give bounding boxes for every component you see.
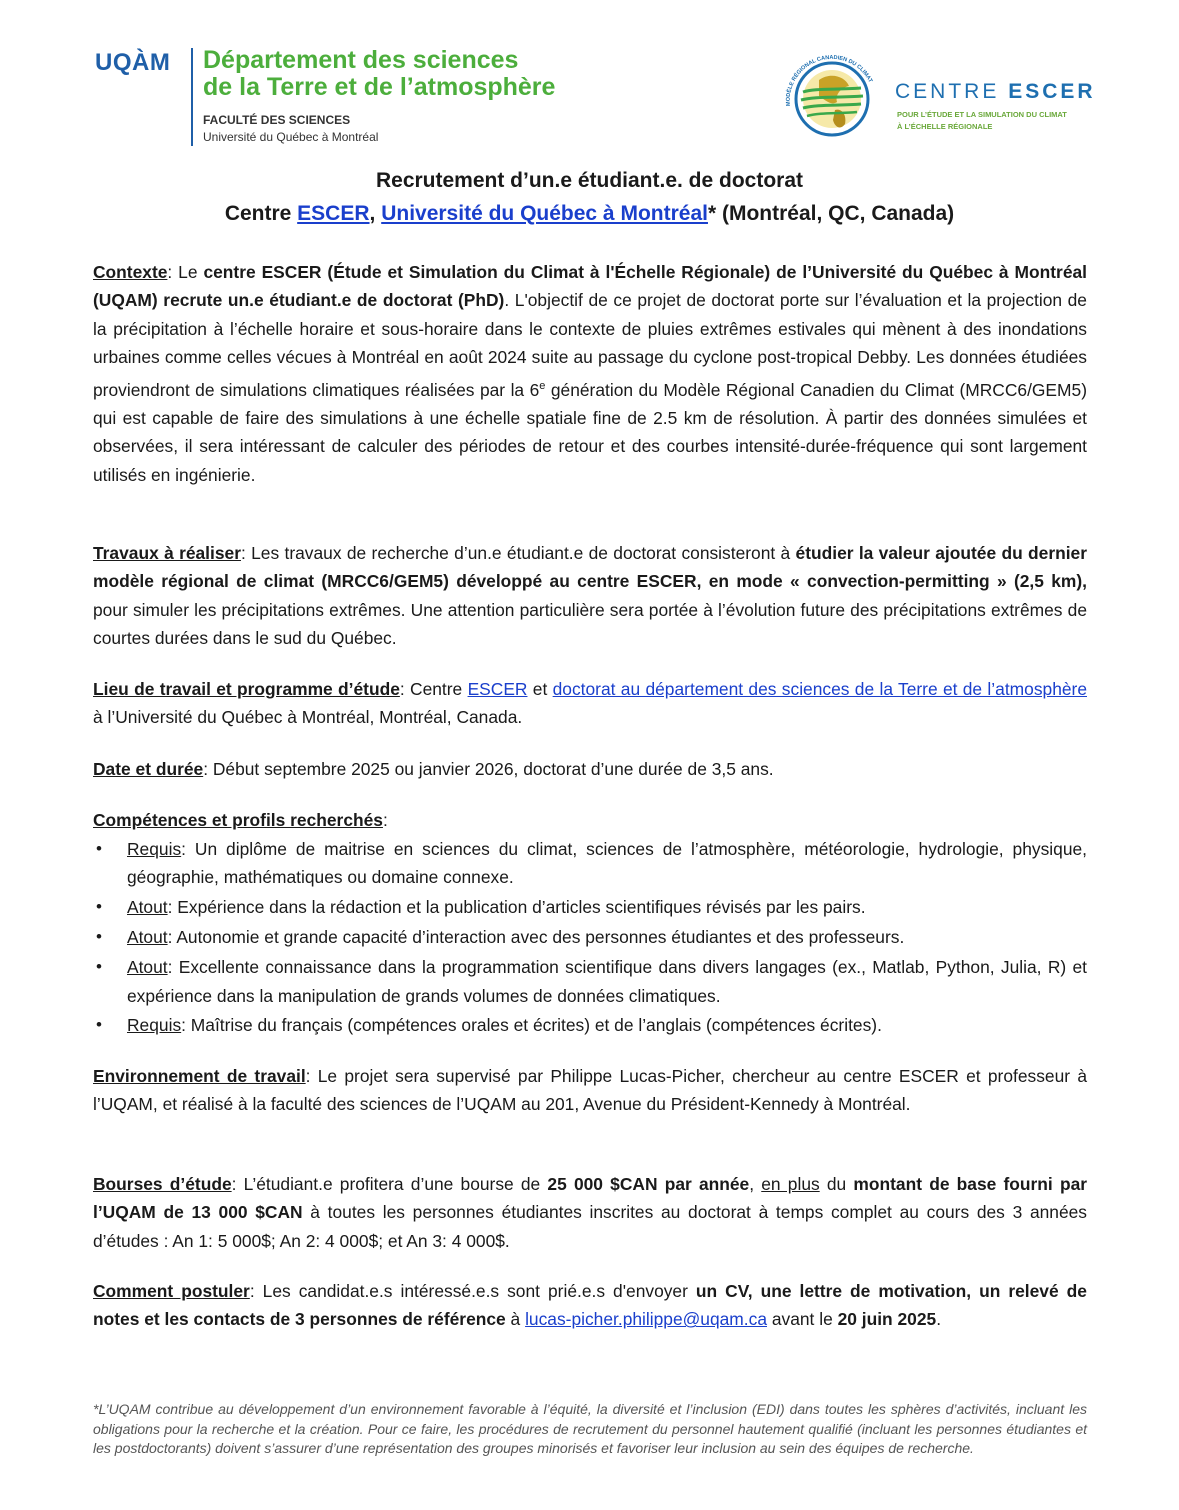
- faculty-name: FACULTÉ DES SCIENCES: [203, 113, 351, 127]
- escer-globe-logo: [775, 44, 885, 154]
- section-label: Date et durée: [93, 759, 204, 779]
- section-label: Bourses d’étude: [93, 1174, 232, 1194]
- email-link[interactable]: lucas-picher.philippe@uqam.ca: [525, 1309, 767, 1330]
- uqam-logo: UQÀM: [95, 49, 171, 76]
- list-item: • Requis: Un diplôme de maitrise en sciences du climat, sciences de l’atmosphère, météorologie, hydrologie, physique, géographie, mathématiques ou domaine connexe.: [93, 835, 1087, 892]
- centre-escer-wordmark: CENTRE ESCER: [895, 80, 1096, 103]
- section-environnement: Environnement de travail: Le projet sera supervisé par Philippe Lucas-Picher, chercheur au centre ESCER et professeur à l’UQAM, et réalisé à la faculté des sciences de l’UQAM au 201, Avenue du Président-Kennedy à Montréal.: [93, 1066, 1087, 1115]
- section-postuler: Comment postuler: Les candidat.e.s intéressé.e.s sont prié.e.s d'envoyer un CV, une lettre de motivation, un relevé de notes et les contacts de 3 personnes de référence à lucas-picher.philippe@uqam.ca avant le 20 juin 2025.: [93, 1281, 1087, 1330]
- centre-escer-tagline-1: POUR L’ÉTUDE ET LA SIMULATION DU CLIMAT: [897, 110, 1067, 119]
- svg-text:MODÈLE RÉGIONAL CANADIEN DU CL: MODÈLE RÉGIONAL CANADIEN DU CLIMAT: [785, 54, 874, 107]
- section-contexte: Contexte: Le centre ESCER (Étude et Simulation du Climat à l'Échelle Régionale) de l’Université du Québec à Montréal (UQAM) recrute un.e étudiant.e de doctorat (PhD). L'objectif de ce projet de doctorat porte sur l’évaluation et la projection de la précipitation à l’échelle horaire et sous-horaire dans le contexte de pluies extrêmes estivales qui mènent à des inondations urbaines comme celles vécues à Montréal en août 2024 suite au passage du cyclone post-tropical Debby. Les données étudiées proviendront de simulations climatiques réalisées par la 6e génération du Modèle Régional Canadien du Climat (MRCC6/GEM5) qui est capable de faire des simulations à une échelle spatiale fine de 2.5 km de résolution. À partir des données simulées et observées, il sera intéressant de calculer des périodes de retour et des courbes intensité-durée-fréquence qui sont largement utilisés en ingénierie.: [93, 262, 1087, 485]
- section-bourses: Bourses d’étude: L’étudiant.e profitera d’une bourse de 25 000 $CAN par année, en plus du montant de base fourni par l’UQAM de 13 000 $CAN à toutes les personnes étudiantes inscrites au doctorat à temps complet au cours des 3 années d’études : An 1: 5 000$; An 2: 4 000$; et An 3: 4 000$.: [93, 1174, 1088, 1251]
- section-label: Contexte: [93, 262, 168, 282]
- section-label: Compétences et profils recherchés: [93, 810, 383, 830]
- section-label: Lieu de travail et programme d’étude: [93, 679, 400, 699]
- list-item: • Atout: Expérience dans la rédaction et la publication d’articles scientifiques révisés par les pairs.: [93, 893, 1087, 921]
- competences-list: [93, 835, 1087, 1041]
- university-name: Université du Québec à Montréal: [203, 130, 379, 144]
- section-date: Date et durée: Début septembre 2025 ou janvier 2026, doctorat d’une durée de 3,5 ans.: [93, 759, 774, 779]
- uqam-link[interactable]: Université du Québec à Montréal: [381, 202, 708, 225]
- posting-title: Recrutement d’un.e étudiant.e. de doctorat: [375, 169, 804, 192]
- department-name-line1: Département des sciences: [203, 46, 519, 74]
- list-item: • Requis: Maîtrise du français (compétences orales et écrites) et de l’anglais (compétences écrites).: [93, 1011, 1087, 1039]
- posting-subtitle: Centre ESCER, Université du Québec à Montréal* (Montréal, QC, Canada): [224, 202, 955, 225]
- department-name-line2: de la Terre et de l’atmosphère: [203, 73, 556, 101]
- list-item: • Atout: Autonomie et grande capacité d’interaction avec des personnes étudiantes et des professeurs.: [93, 923, 1087, 951]
- section-competences: Compétences et profils recherchés:: [93, 810, 388, 830]
- section-label: Environnement de travail: [93, 1066, 306, 1086]
- section-label: Travaux à réaliser: [93, 543, 241, 563]
- edi-footnote: *L’UQAM contribue au développement d’un environnement favorable à l’équité, la diversité et l’inclusion (EDI) dans toutes les sphères d’activités, incluant les obligations pour la recherche et la création. Pour ce faire, les procédures de recrutement du personnel hautement qualifié (incluant les personnes étudiantes et les postdoctorants) doivent s’assurer d’une représentation des groupes minorisés et favoriser leur inclusion au sein des équipes de recherche.: [93, 1401, 1087, 1456]
- list-item: • Atout: Excellente connaissance dans la programmation scientifique dans divers langages (ex., Matlab, Python, Julia, R) et expérience dans la manipulation de grands volumes de données climatiques.: [93, 953, 1087, 1010]
- header-divider: [191, 48, 193, 146]
- escer-link[interactable]: ESCER: [297, 202, 370, 225]
- doctorat-program-link[interactable]: doctorat au département des sciences de la Terre et de l’atmosphère: [552, 679, 1087, 699]
- escer-link[interactable]: ESCER: [467, 679, 528, 699]
- section-travaux: Travaux à réaliser: Les travaux de recherche d’un.e étudiant.e de doctorat consisteront à étudier la valeur ajoutée du dernier modèle régional de climat (MRCC6/GEM5) développé au centre ESCER, en mode « convection-permitting » (2,5 km), pour simuler les précipitations extrêmes. Une attention particulière sera portée à l’évolution future des précipitations extrêmes de courtes durées dans le sud du Québec.: [93, 543, 1087, 649]
- letterhead: [95, 44, 1095, 154]
- section-label: Comment postuler: [93, 1281, 250, 1301]
- centre-escer-tagline-2: À L’ÉCHELLE RÉGIONALE: [897, 122, 993, 131]
- section-lieu: Lieu de travail et programme d’étude: Centre ESCER et doctorat au département des sciences de la Terre et de l’atmosphère à l’Université du Québec à Montréal, Montréal, Canada.: [93, 679, 1087, 728]
